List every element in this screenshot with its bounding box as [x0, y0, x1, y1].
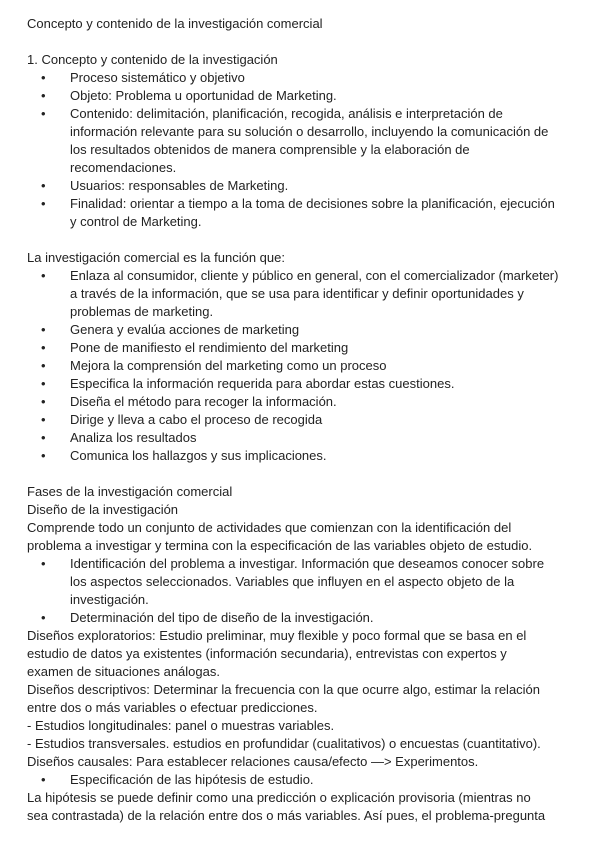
list-item-text: problemas de marketing.	[70, 304, 214, 319]
paragraph-line: - Estudios transversales. estudios en profundidar (cualitativos) o encuestas (cuantitativo).	[27, 736, 541, 751]
list-item-text: Objeto: Problema u oportunidad de Marketing.	[70, 88, 337, 103]
bullet-icon: •	[41, 376, 46, 391]
section2-intro: La investigación comercial es la función que:	[27, 250, 285, 265]
list-item-text: Enlaza al consumidor, cliente y público en general, con el comercializador (marketer)	[70, 268, 559, 283]
list-item-text: Pone de manifiesto el rendimiento del marketing	[70, 340, 349, 355]
list-item-text: los aspectos seleccionados. Variables que influyen en el aspecto objeto de la	[70, 574, 515, 589]
bullet-icon: •	[41, 358, 46, 373]
bullet-icon: •	[41, 448, 46, 463]
list-item	[27, 429, 575, 447]
list-item-text: Genera y evalúa acciones de marketing	[70, 322, 300, 337]
paragraph-line: Diseños descriptivos: Determinar la frecuencia con la que ocurre algo, estimar la relación	[27, 682, 541, 697]
list-item	[27, 771, 575, 789]
list-item-text: a través de la información, que se usa para identificar y definir oportunidades y	[70, 286, 524, 301]
list-item-text: Diseña el método para recoger la información.	[70, 394, 337, 409]
section1-heading: 1. Concepto y contenido de la investigación	[27, 52, 278, 67]
list-item-text: los resultados obtenidos de manera comprensible y la elaboración de	[70, 142, 470, 157]
paragraph-line: examen de situaciones análogas.	[27, 664, 220, 679]
list-item-text: Identificación del problema a investigar. Información que deseamos conocer sobre	[70, 556, 545, 571]
list-item-text: Especifica la información requerida para abordar estas cuestiones.	[70, 376, 455, 391]
list-item-text: Dirige y lleva a cabo el proceso de recogida	[70, 412, 323, 427]
list-item-text: y control de Marketing.	[70, 214, 202, 229]
bullet-icon: •	[41, 70, 46, 85]
bullet-icon: •	[41, 340, 46, 355]
bullet-icon: •	[41, 556, 46, 571]
bullet-icon: •	[41, 88, 46, 103]
list-item-text: Comunica los hallazgos y sus implicaciones.	[70, 448, 327, 463]
list-item-text: información relevante para su solución o desarrollo, incluyendo la comunicación de	[70, 124, 549, 139]
section1-list	[27, 69, 575, 231]
list-item	[27, 321, 575, 339]
paragraph-line: Comprende todo un conjunto de actividades que comienzan con la identificación del	[27, 520, 512, 535]
list-item	[27, 339, 575, 357]
list-item-text: recomendaciones.	[70, 160, 177, 175]
section3-list	[27, 555, 575, 627]
list-item-text: Analiza los resultados	[70, 430, 197, 445]
paragraph-line: estudio de datos ya existentes (información secundaria), entrevistas con expertos y	[27, 646, 507, 661]
paragraph-line: problema a investigar y termina con la especificación de las variables objeto de estudio.	[27, 538, 533, 553]
list-item-text: investigación.	[70, 592, 149, 607]
spacer	[27, 231, 575, 249]
paragraph-line: La hipótesis se puede definir como una predicción o explicación provisoria (mientras no	[27, 790, 531, 805]
section3-subheading: Diseño de la investigación	[27, 502, 179, 517]
list-item	[27, 555, 575, 609]
list-item	[27, 195, 575, 231]
list-item	[27, 267, 575, 321]
bullet-icon: •	[41, 610, 46, 625]
section3-heading: Fases de la investigación comercial	[27, 484, 233, 499]
section3-list-2	[27, 771, 575, 789]
bullet-icon: •	[41, 178, 46, 193]
list-item-text: Proceso sistemático y objetivo	[70, 70, 245, 85]
bullet-icon: •	[41, 268, 46, 283]
list-item-text: Especificación de las hipótesis de estudio.	[70, 772, 314, 787]
paragraph-line: - Estudios longitudinales: panel o muestras variables.	[27, 718, 335, 733]
list-item	[27, 69, 575, 87]
list-item	[27, 375, 575, 393]
bullet-icon: •	[41, 772, 46, 787]
list-item	[27, 177, 575, 195]
spacer	[27, 465, 575, 483]
paragraph-line: sea contrastada) de la relación entre dos o más variables. Así pues, el problema-pregunta	[27, 808, 546, 823]
bullet-icon: •	[41, 430, 46, 445]
bullet-icon: •	[41, 196, 46, 211]
list-item	[27, 411, 575, 429]
paragraph-line: entre dos o más variables o efectuar predicciones.	[27, 700, 318, 715]
paragraph-line: Diseños causales: Para establecer relaciones causa/efecto —> Experimentos.	[27, 754, 479, 769]
paragraph-line: Diseños exploratorios: Estudio preliminar, muy flexible y poco formal que se basa en el	[27, 628, 527, 643]
spacer	[27, 33, 575, 51]
bullet-icon: •	[41, 412, 46, 427]
bullet-icon: •	[41, 394, 46, 409]
list-item-text: Finalidad: orientar a tiempo a la toma de decisiones sobre la planificación, ejecución	[70, 196, 555, 211]
document-page	[27, 15, 575, 825]
bullet-icon: •	[41, 106, 46, 121]
list-item-text: Contenido: delimitación, planificación, recogida, análisis e interpretación de	[70, 106, 503, 121]
list-item-text: Determinación del tipo de diseño de la investigación.	[70, 610, 374, 625]
list-item	[27, 87, 575, 105]
list-item	[27, 393, 575, 411]
list-item	[27, 357, 575, 375]
bullet-icon: •	[41, 322, 46, 337]
document-title: Concepto y contenido de la investigación comercial	[27, 16, 323, 31]
list-item	[27, 447, 575, 465]
list-item	[27, 609, 575, 627]
section2-list	[27, 267, 575, 465]
list-item-text: Mejora la comprensión del marketing como un proceso	[70, 358, 387, 373]
list-item-text: Usuarios: responsables de Marketing.	[70, 178, 289, 193]
list-item	[27, 105, 575, 177]
